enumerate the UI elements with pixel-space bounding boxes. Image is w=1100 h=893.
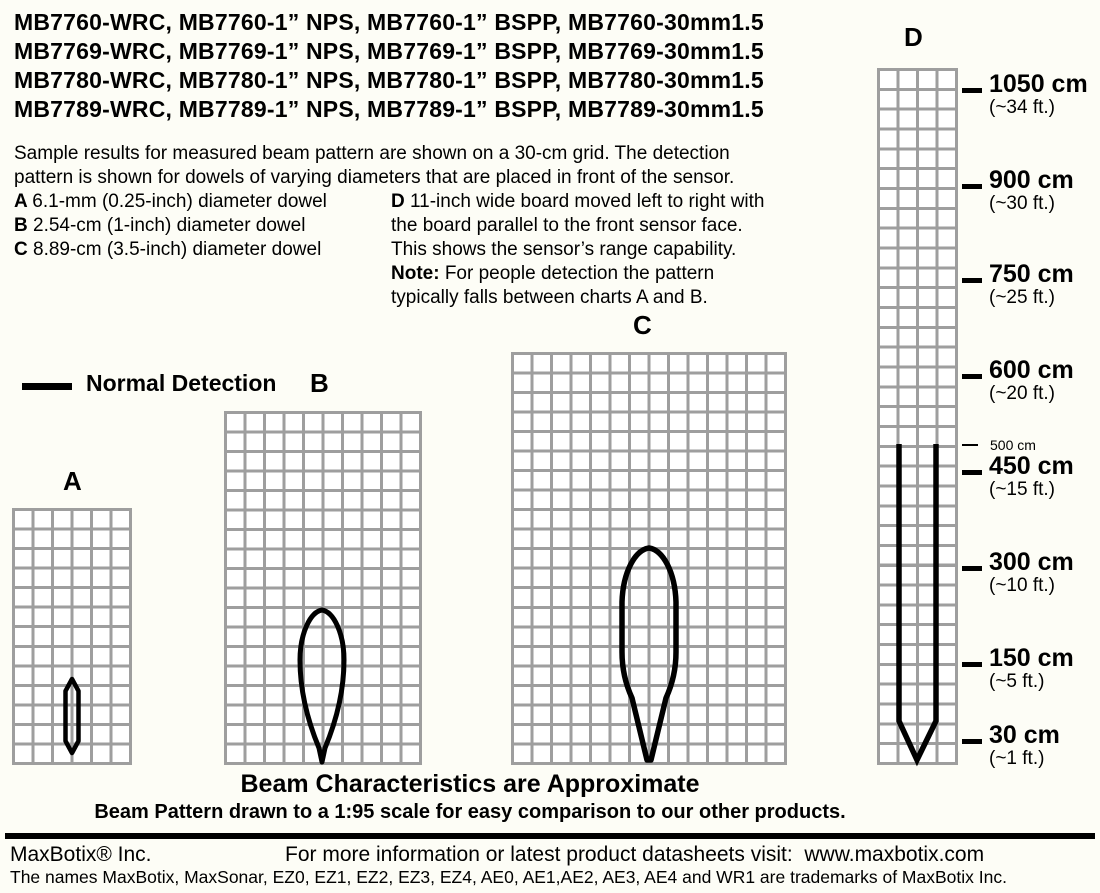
ft-label-30: (~1 ft.): [989, 748, 1045, 769]
tick-30cm: [962, 739, 982, 744]
tick-600cm: [962, 374, 982, 379]
item-c: [14, 238, 321, 262]
cm-label-600: 600 cm: [989, 356, 1074, 384]
chart-c-label: C: [633, 310, 652, 340]
approximate-note: Beam Characteristics are Approximate: [240, 770, 700, 798]
chart-b-label: B: [310, 368, 329, 398]
trademarks-note: The names MaxBotix, MaxSonar, EZ0, EZ1, EZ2, EZ3, EZ4, AE0, AE1,AE2, AE3, AE4 and WR1 are trademarks of MaxBotix Inc.: [10, 867, 1007, 887]
tick-900cm: [962, 184, 982, 189]
product-line: MB7789-WRC, MB7789-1” NPS, MB7789-1” BSPP, MB7789-30mm1.5: [14, 96, 764, 122]
item-b: [14, 214, 305, 238]
ft-label-150: (~5 ft.): [989, 671, 1045, 692]
note-key: Note:: [391, 263, 445, 284]
cm-label-750: 750 cm: [989, 260, 1074, 288]
ft-label-450: (~15 ft.): [989, 479, 1055, 500]
chart-a-label: A: [63, 466, 82, 496]
ft-label-900: (~30 ft.): [989, 193, 1055, 214]
item-b-text: 2.54-cm (1-inch) diameter dowel: [33, 215, 306, 236]
normal-detection-line-swatch: [22, 383, 72, 390]
tick-500cm: [962, 444, 978, 446]
chart-d-label: D: [904, 22, 923, 52]
chart-c-beam-pattern: [511, 352, 787, 765]
item-c-key: C: [14, 239, 33, 260]
cm-label-30: 30 cm: [989, 721, 1060, 749]
tick-1050cm: [962, 88, 982, 93]
ft-label-300: (~10 ft.): [989, 575, 1055, 596]
cm-label-900: 900 cm: [989, 166, 1074, 194]
note-line2: typically falls between charts A and B.: [391, 287, 708, 308]
item-d-line3: This shows the sensor’s range capability.: [391, 239, 737, 260]
ft-label-1050: (~34 ft.): [989, 97, 1055, 118]
item-d-text: 11-inch wide board moved left to right with: [410, 191, 765, 212]
cm-label-300: 300 cm: [989, 548, 1074, 576]
intro-line-2: pattern is shown for dowels of varying diameters that are placed in front of the sensor.: [14, 167, 735, 188]
product-line: MB7780-WRC, MB7780-1” NPS, MB7780-1” BSPP, MB7780-30mm1.5: [14, 67, 764, 93]
cm-label-450: 450 cm: [989, 452, 1074, 480]
scale-note: Beam Pattern drawn to a 1:95 scale for easy comparison to our other products.: [94, 801, 846, 823]
product-line: MB7760-WRC, MB7760-1” NPS, MB7760-1” BSPP, MB7760-30mm1.5: [14, 9, 764, 35]
tick-750cm: [962, 278, 982, 283]
item-b-key: B: [14, 215, 33, 236]
item-c-text: 8.89-cm (3.5-inch) diameter dowel: [33, 239, 322, 260]
product-line: MB7769-WRC, MB7769-1” NPS, MB7769-1” BSPP, MB7769-30mm1.5: [14, 38, 764, 64]
ft-label-750: (~25 ft.): [989, 287, 1055, 308]
legend-label: Normal Detection: [86, 370, 277, 396]
product-title-block: [14, 8, 764, 124]
cm-label-1050: 1050 cm: [989, 70, 1088, 98]
note-line1: [391, 262, 714, 286]
tick-300cm: [962, 566, 982, 571]
item-a-key: A: [14, 191, 33, 212]
chart-d-beam-pattern: [877, 68, 958, 765]
tick-450cm: [962, 470, 982, 475]
item-a-text: 6.1-mm (0.25-inch) diameter dowel: [32, 191, 327, 212]
item-d: [391, 190, 765, 214]
ft-label-600: (~20 ft.): [989, 383, 1055, 404]
tick-150cm: [962, 662, 982, 667]
cm-label-500: 500 cm: [990, 437, 1036, 453]
note-text: For people detection the pattern: [444, 263, 715, 284]
intro-line-1: Sample results for measured beam pattern are shown on a 30-cm grid. The detection: [14, 143, 730, 164]
item-a: [14, 190, 327, 214]
footer-info: For more information or latest product datasheets visit: www.maxbotix.com: [285, 843, 985, 866]
cm-label-150: 150 cm: [989, 644, 1074, 672]
company-name: MaxBotix® Inc.: [10, 843, 152, 866]
item-d-line2: the board parallel to the front sensor face.: [391, 215, 743, 236]
chart-b-beam-pattern: [224, 411, 422, 765]
footer-divider: [5, 833, 1095, 839]
item-d-key: D: [391, 191, 410, 212]
chart-a-beam-pattern: [12, 508, 132, 765]
